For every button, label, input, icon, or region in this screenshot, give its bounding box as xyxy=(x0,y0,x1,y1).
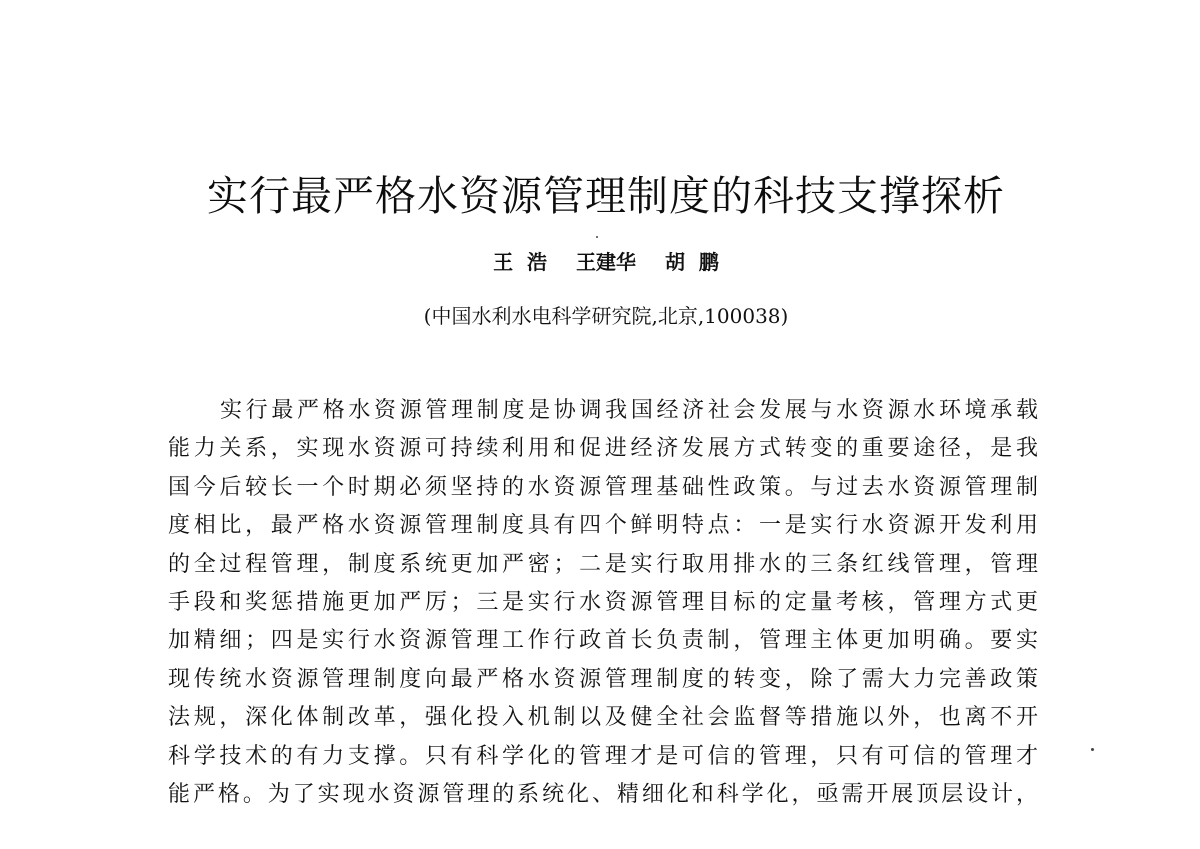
body-line: 加精细；四是实行水资源管理工作行政首长负责制，管理主体更加明确。要实 xyxy=(168,628,1038,654)
author-list xyxy=(0,247,1200,277)
body-line: 度相比，最严格水资源管理制度具有四个鲜明特点：一是实行水资源开发利用 xyxy=(168,513,1038,539)
body-line: 现传统水资源管理制度向最严格水资源管理制度的转变，除了需大力完善政策 xyxy=(168,666,1038,692)
author-name: 胡 鹏 xyxy=(664,250,719,274)
body-line: 能力关系，实现水资源可持续利用和促进经济发展方式转变的重要途径，是我 xyxy=(168,436,1038,462)
author-name: 王建华 xyxy=(576,250,636,274)
author-affiliation: (中国水利水电科学研究院,北京,100038) xyxy=(423,304,789,328)
body-line: 国今后较长一个时期必须坚持的水资源管理基础性政策。与过去水资源管理制 xyxy=(168,474,1038,500)
scan-speck xyxy=(596,236,598,238)
paper-title: 实行最严格水资源管理制度的科技支撑探析 xyxy=(207,172,1005,220)
body-line: 实行最严格水资源管理制度是协调我国经济社会发展与水资源水环境承载 xyxy=(220,398,1038,423)
body-line: 的全过程管理，制度系统更加严密；二是实行取用排水的三条红线管理，管理 xyxy=(168,551,1038,577)
body-line: 能严格。为了实现水资源管理的系统化、精细化和科学化，亟需开展顶层设计， xyxy=(168,781,1038,807)
scan-speck xyxy=(1091,748,1094,751)
body-paragraph xyxy=(168,392,1038,814)
body-line: 手段和奖惩措施更加严厉；三是实行水资源管理目标的定量考核，管理方式更 xyxy=(168,589,1038,615)
body-line: 法规，深化体制改革，强化投入机制以及健全社会监督等措施以外，也离不开 xyxy=(168,705,1038,731)
body-line: 科学技术的有力支撑。只有科学化的管理才是可信的管理，只有可信的管理才 xyxy=(168,743,1038,769)
author-name: 王 浩 xyxy=(493,250,548,274)
